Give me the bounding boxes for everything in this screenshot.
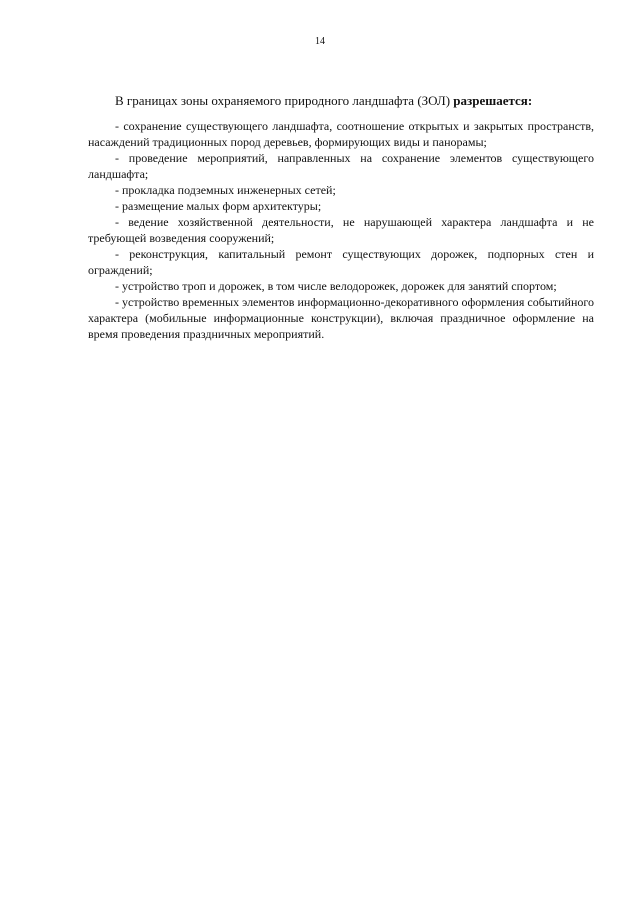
list-item: - устройство троп и дорожек, в том числе велодорожек, дорожек для занятий спортом; [115, 279, 557, 293]
intro-bold-text: разрешается: [453, 93, 533, 108]
page-number: 14 [315, 36, 325, 47]
document-body [88, 92, 594, 342]
section-intro [88, 92, 594, 109]
intro-text: В границах зоны охраняемого природного ландшафта (ЗОЛ) [115, 93, 454, 108]
permitted-activities-list [88, 118, 594, 342]
list-item: - проведение мероприятий, направленных на сохранение элементов существующего ландшафта; [88, 151, 594, 181]
list-item: - сохранение существующего ландшафта, соотношение открытых и закрытых пространств, насаждений традиционных пород деревьев, формирующих виды и панорамы; [88, 119, 594, 149]
list-item: - ведение хозяйственной деятельности, не нарушающей характера ландшафта и не требующей возведения сооружений; [88, 215, 594, 245]
list-item: - прокладка подземных инженерных сетей; [115, 183, 336, 197]
list-item: - устройство временных элементов информационно-декоративного оформления событийного характера (мобильные информационные конструкции), включая праздничное оформление на время проведения праздничных мероприятий. [88, 295, 594, 341]
list-item: - размещение малых форм архитектуры; [115, 199, 322, 213]
list-item: - реконструкция, капитальный ремонт существующих дорожек, подпорных стен и ограждений; [88, 247, 594, 277]
